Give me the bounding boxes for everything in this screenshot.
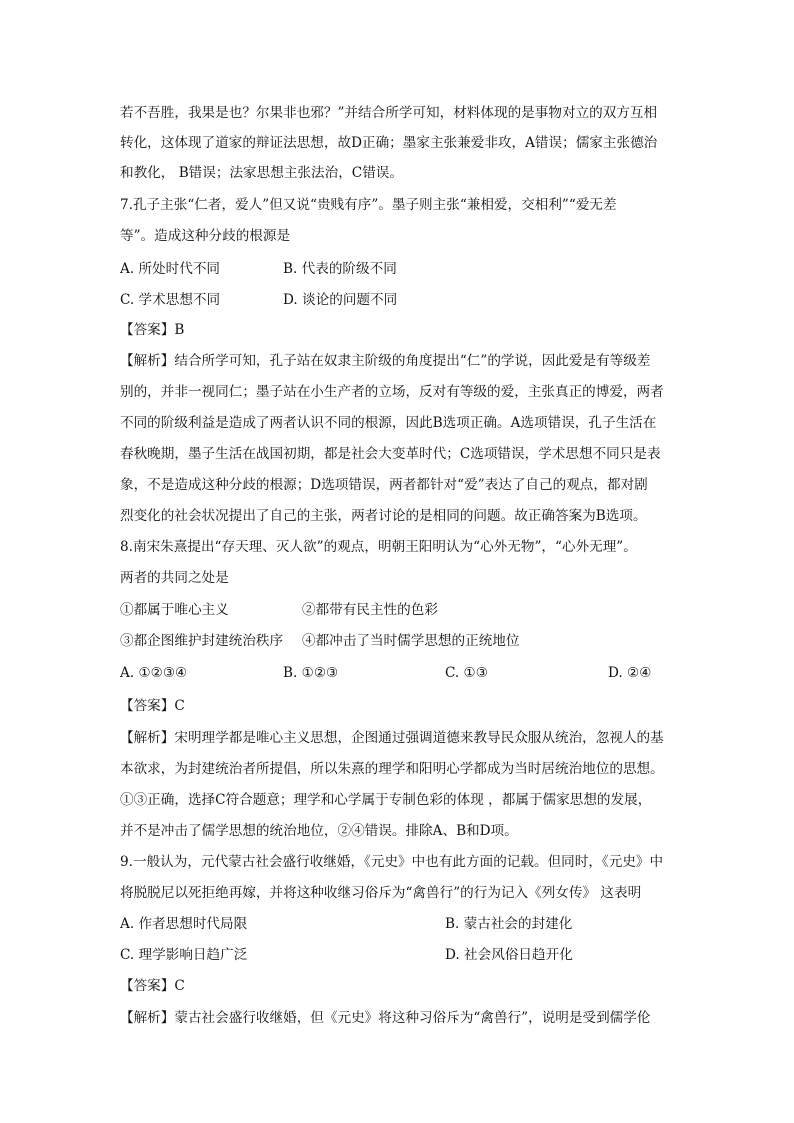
statement-3: ③都企图维护封建统治秩序 — [120, 633, 284, 649]
option-b: B. ①②③ — [283, 665, 339, 681]
statement-1: ①都属于唯心主义 — [120, 602, 229, 618]
option-a: A. 所处时代不同 — [120, 261, 221, 277]
option-b: B. 代表的阶级不同 — [283, 261, 397, 277]
explanation-line: 若不吾胜，我果是也？尔果非也邪？”并结合所学可知，材料体现的是事物对立的双方互相 — [120, 105, 658, 121]
answer-label: 【答案】C — [120, 698, 185, 714]
explanation-line: 别的，并非一视同仁；墨子站在小生产者的立场，反对有等级的爱，主张真正的博爱，两者 — [120, 384, 664, 400]
question-7-stem: 等”。造成这种分歧的根源是 — [120, 228, 291, 244]
explanation-line: 转化，这体现了道家的辩证法思想，故D正确；墨家主张兼爱非攻，A错误；儒家主张德治 — [120, 135, 658, 151]
explanation-line: 本欲求，为封建统治者所提倡，所以朱熹的理学和阳明心学都成为当时居统治地位的思想。 — [120, 761, 664, 777]
explanation-line: 并不是冲击了儒学思想的统治地位，②④错误。排除A、B和D项。 — [120, 823, 518, 839]
option-c: C. 理学影响日趋广泛 — [120, 947, 248, 963]
answer-label: 【答案】B — [120, 322, 185, 338]
explanation-line: 和教化， B错误；法家思想主张法治，C错误。 — [120, 165, 403, 181]
option-c: C. 学术思想不同 — [120, 292, 221, 308]
explanation-line: 不同的阶级利益是造成了两者认识不同的根源，因此B选项正确。A选项错误，孔子生活在 — [120, 415, 657, 431]
option-d: D. 社会风俗日趋开化 — [445, 947, 573, 963]
question-7-stem: 7.孔子主张“仁者，爱人”但又说“贵贱有序”。墨子则主张“兼相爱，交相利”“爱无差 — [120, 197, 617, 213]
question-9-stem: 9.一般认为，元代蒙古社会盛行收继婚，《元史》中也有此方面的记载。但同时，《元史》中 — [120, 854, 664, 870]
option-a: A. 作者思想时代局限 — [120, 916, 248, 932]
question-8-stem: 两者的共同之处是 — [120, 570, 229, 586]
explanation-line: 【解析】宋明理学都是唯心主义思想，企图通过强调道德来教导民众服从统治，忽视人的基 — [120, 730, 664, 746]
explanation-line: 烈变化的社会状况提出了自己的主张，两者讨论的是相同的问题。故正确答案为B选项。 — [120, 508, 647, 524]
option-b: B. 蒙古社会的封建化 — [445, 916, 573, 932]
explanation-line: ①③正确，选择C符合题意；理学和心学属于专制色彩的体现 ，都属于儒家思想的发展， — [120, 792, 652, 808]
question-9-stem: 将脱脱尼以死拒绝再嫁，并将这种收继习俗斥为“禽兽行”的行为记入《列女传》 这表明 — [120, 885, 642, 901]
explanation-line: 【解析】结合所学可知，孔子站在奴隶主阶级的角度提出“仁”的学说，因此爱是有等级差 — [120, 353, 651, 369]
statement-4: ④都冲击了当时儒学思想的正统地位 — [302, 633, 520, 649]
explanation-line: 春秋晚期，墨子生活在战国初期，都是社会大变革时代；C选项错误，学术思想不同只是表 — [120, 446, 661, 462]
question-8-stem: 8.南宋朱熹提出“存天理、灭人欲”的观点，明朝王阳明认为“心外无物”，“心外无理”。 — [120, 539, 637, 555]
option-c: C. ①③ — [445, 665, 488, 681]
explanation-line: 象，不是造成这种分歧的根源；D选项错误，两者都针对“爱”表达了自己的观点，都对剧 — [120, 477, 648, 493]
statement-2: ②都带有民主性的色彩 — [302, 602, 438, 618]
option-d: D. 谈论的问题不同 — [283, 292, 398, 308]
explanation-line: 【解析】蒙古社会盛行收继婚，但《元史》将这种习俗斥为“禽兽行”，说明是受到儒学伦 — [120, 1010, 651, 1026]
option-a: A. ①②③④ — [120, 665, 188, 681]
option-d: D. ②④ — [608, 665, 652, 681]
answer-label: 【答案】C — [120, 978, 185, 994]
